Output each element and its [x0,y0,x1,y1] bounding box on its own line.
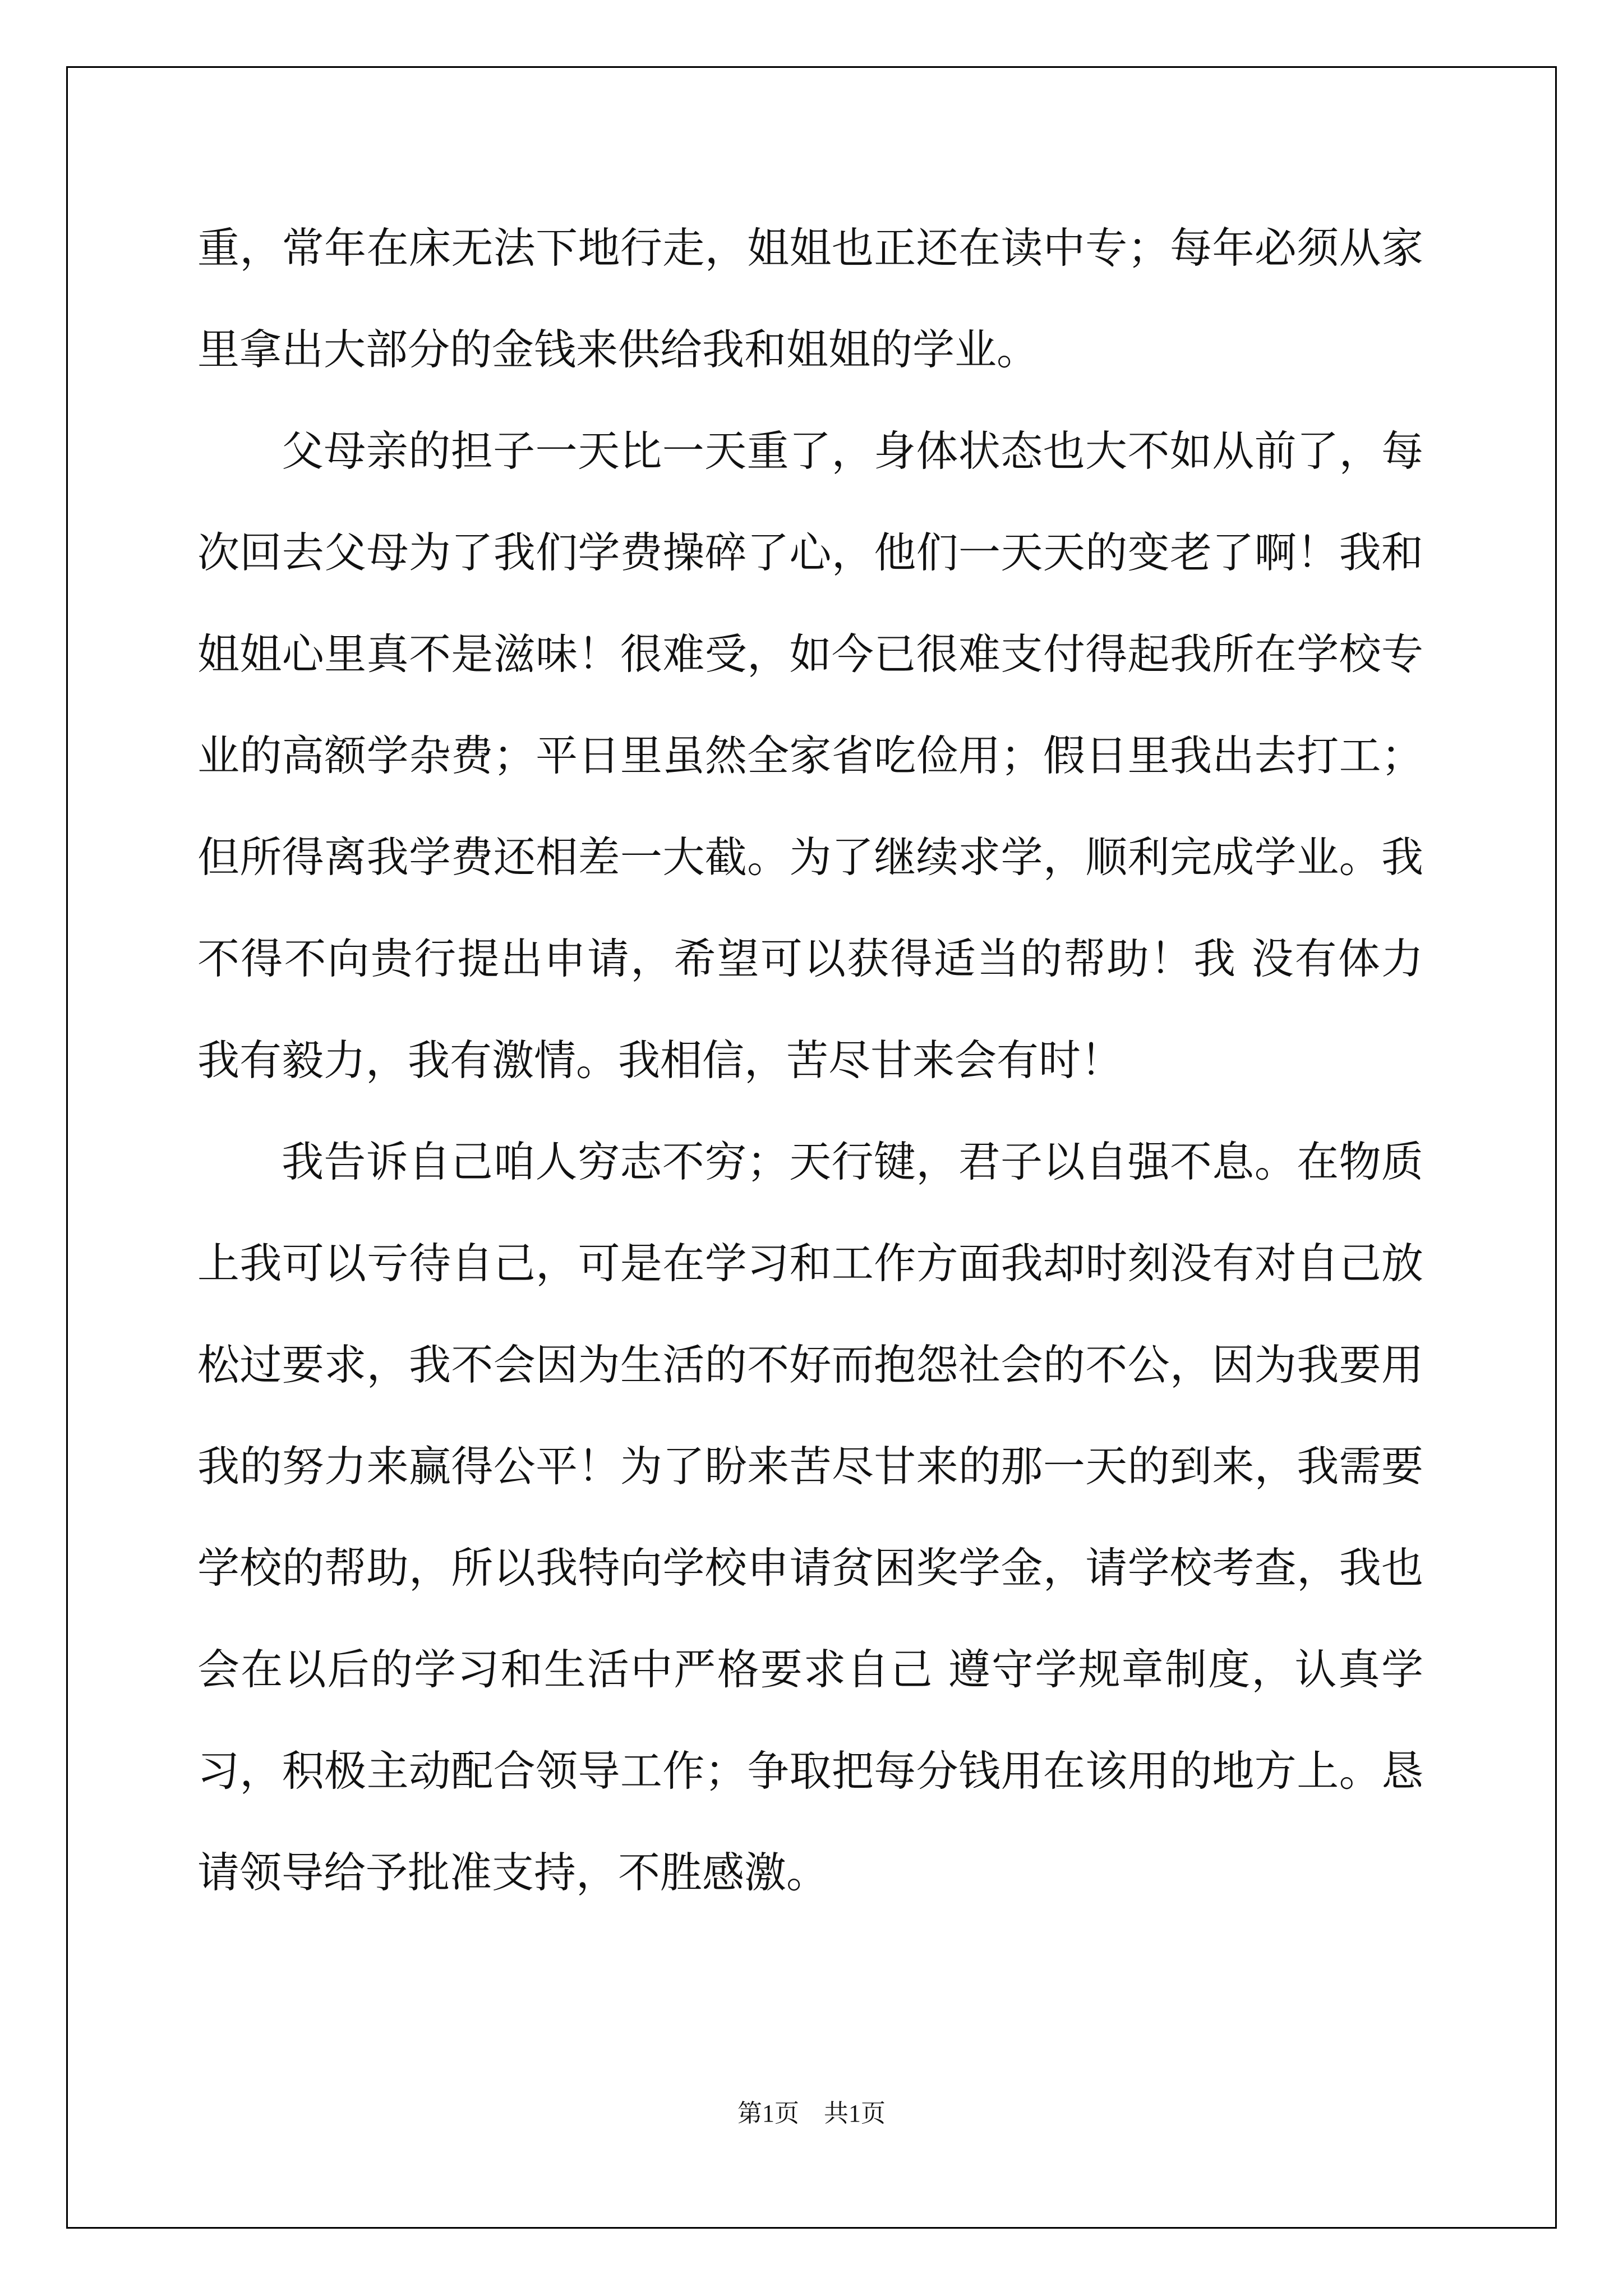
paragraph-commitment: 我告诉自己咱人穷志不穷；天行键，君子以自强不息。在物质上我可以亏待自己，可是在学习和工作方面我却时刻没有对自己放松过要求，我不会因为生活的不好而抱怨社会的不公，因为我要用我的努力来赢得公平！为了盼来苦尽甘来的那一天的到来，我需要学校的帮助，所以我特向学校申请贫困奖学金，请学校考查，我也会在以后的学习和生活中严格要求自己 遵守学规章制度，认真学习，积极主动配合领导工作；争取把每分钱用在该用的地方上。恳请领导给予批准支持，不胜感激。 [197,1137,1423,1897]
paragraph-financial-hardship: 父母亲的担子一天比一天重了，身体状态也大不如从前了，每次回去父母为了我们学费操碎了心，他们一天天的变老了啊！我和姐姐心里真不是滋味！很难受，如今已很难支付得起我所在学校专业的高额学杂费；平日里虽然全家省吃俭用；假日里我出去打工；但所得离我学费还相差一大截。为了继续求学，顺利完成学业。我不得不向贵行提出申请，希望可以获得适当的帮助！我 没有体力我有毅力，我有激情。我相信，苦尽甘来会有时！ [197,426,1423,1085]
page-number-footer: 第1页 共1页 [737,2100,886,2127]
paragraph-continued: 重，常年在床无法下地行走，姐姐也正还在读中专；每年必须从家里拿出大部分的金钱来供给我和姐姐的学业。 [197,223,1423,374]
document-body [197,197,1423,1924]
